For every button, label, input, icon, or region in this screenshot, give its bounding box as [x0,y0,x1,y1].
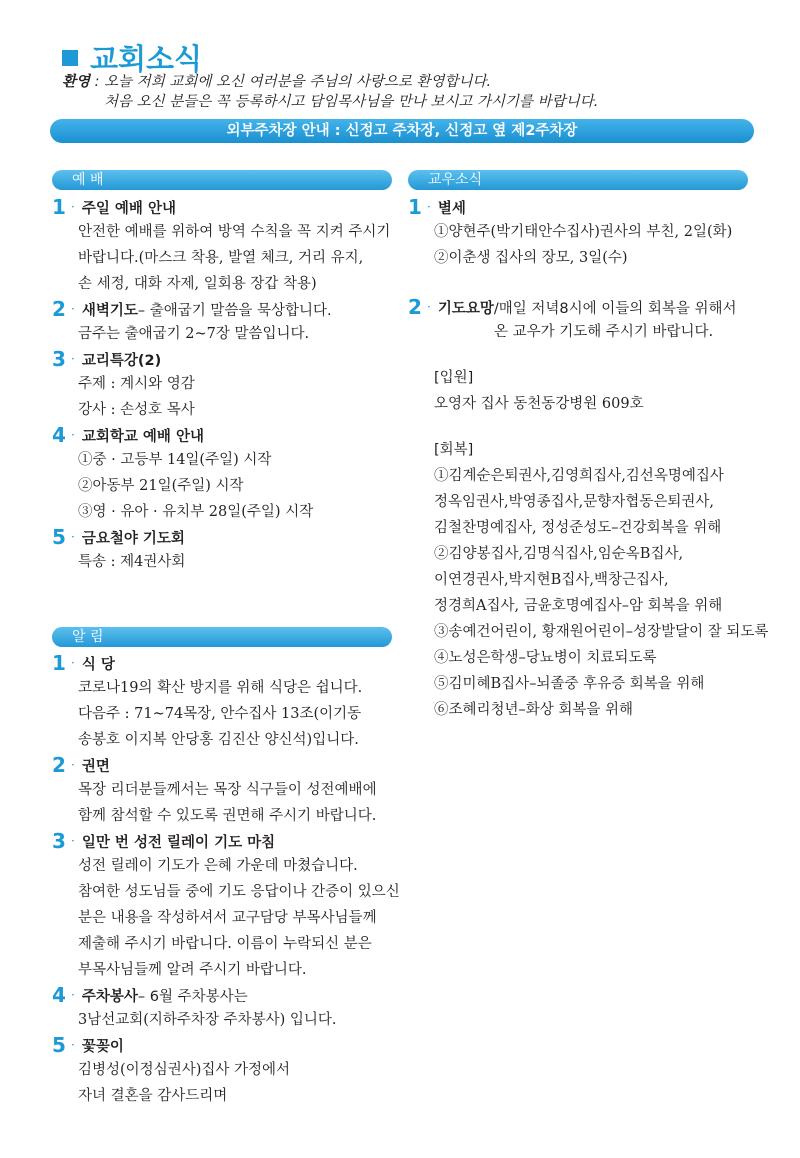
list-item [52,423,402,525]
item-number: 4 [52,423,66,447]
hospital-block [408,365,768,417]
dot-icon: · [71,352,75,366]
recovery-line: ⑥조혜리청년–화상 회복을 위해 [434,702,634,718]
square-bullet-icon [62,50,78,66]
list-item [52,651,402,753]
list-item [52,347,402,423]
item-title: 기도요망 [437,300,494,317]
item-title-rest: – 6월 주차봉사는 [137,988,248,1005]
item-line: ①중 · 고등부 14일(주일) 시작 [78,452,272,468]
item-line: 강사 : 손성호 목사 [78,402,195,418]
item-title: 교리특강(2) [81,352,162,369]
item-title: 주일 예배 안내 [81,200,176,217]
item-title-rest: /매일 저녁8시에 이들의 회복을 위해서 [493,300,737,317]
item-number: 2 [52,753,66,777]
item-line: ②이춘생 집사의 장모, 3일(수) [434,250,628,266]
item-line: 제출해 주시기 바랍니다. 이름이 누락되신 분은 [78,936,372,952]
item-number: 3 [52,347,66,371]
item-title: 금요철야 기도회 [81,530,185,547]
item-line: 부목사님들께 알려 주시기 바랍니다. [78,962,307,978]
dot-icon: · [71,834,75,848]
item-line: 목장 리더분들께서는 목장 식구들이 성전예배에 [78,782,377,798]
member-item-1 [408,195,768,271]
item-line: 손 세정, 대화 자제, 일회용 장갑 착용) [78,276,317,292]
item-title: 별세 [437,200,466,217]
list-item [52,525,402,575]
item-line: 주제 : 계시와 영감 [78,376,195,392]
welcome-line-1: : 오늘 저희 교회에 오신 여러분을 주님의 사랑으로 환영합니다. [90,74,492,90]
list-item [52,195,402,297]
recovery-line: ④노성은학생–당뇨병이 치료되도록 [434,650,657,666]
item-number: 2 [408,295,422,319]
item-number: 1 [52,651,66,675]
item-line: 자녀 결혼을 감사드리며 [78,1088,228,1104]
recovery-line: ⑤김미혜B집사–뇌졸중 후유증 회복을 위해 [434,676,705,692]
item-line: 안전한 예배를 위하여 방역 수칙을 꼭 지켜 주시기 [78,224,391,240]
hospital-line: 오영자 집사 동천동강병원 609호 [434,396,644,412]
recovery-label: [회복] [434,442,474,458]
item-line: 함께 참석할 수 있도록 권면해 주시기 바랍니다. [78,808,377,824]
item-line: 금주는 출애굽기 2~7장 말씀입니다. [78,326,310,342]
item-number: 5 [52,525,66,549]
dot-icon: · [71,428,75,442]
item-line: 다음주 : 71~74목장, 안수집사 13조(이기동 [78,706,362,722]
section-bar-notices: 알 림 [52,627,392,647]
dot-icon: · [427,200,431,214]
item-number: 1 [52,195,66,219]
welcome-label: 환영 [62,74,91,90]
item-line: ①양현주(박기태안수집사)권사의 부친, 2일(화) [434,224,733,240]
item-title: 새벽기도 [81,302,138,319]
item-number: 1 [408,195,422,219]
item-title: 꽃꽂이 [81,1038,124,1055]
item-title: 주차봉사 [81,988,138,1005]
dot-icon: · [71,656,75,670]
item-number: 4 [52,983,66,1007]
parking-notice-banner: 외부주차장 안내 : 신정고 주차장, 신정고 옆 제2주차장 [50,119,754,143]
recovery-block [408,437,768,723]
dot-icon: · [71,758,75,772]
item-line: 성전 릴레이 기도가 은혜 가운데 마쳤습니다. [78,858,358,874]
list-item [52,983,402,1033]
recovery-line: ③송예건어린이, 황재원어린이–성장발달이 잘 되도록 [434,624,769,640]
notices-list [52,651,402,1109]
members-list [408,195,768,723]
item-number: 5 [52,1033,66,1057]
dot-icon: · [71,200,75,214]
recovery-line: 정옥임권사,박영종집사,문향자협동은퇴권사, [434,494,714,510]
list-item [52,829,402,983]
item-line: ②아동부 21일(주일) 시작 [78,478,244,494]
page-title-text: 교회소식 [90,42,203,76]
recovery-line: 김철찬명예집사, 정성준성도–건강회복을 위해 [434,520,722,536]
item-line: 특송 : 제4권사회 [78,554,186,570]
item-title: 식 당 [81,656,115,673]
recovery-line: ②김양봉집사,김명식집사,임순옥B집사, [434,546,684,562]
item-line: 온 교우가 기도해 주시기 바랍니다. [494,324,714,340]
item-line: ③영 · 유아 · 유치부 28일(주일) 시작 [78,504,314,520]
welcome-line-2: 처음 오신 분들은 꼭 등록하시고 담임목사님을 만나 보시고 가시기를 바랍니다. [104,94,599,110]
item-line: 3남선교회(지하주차장 주차봉사) 입니다. [78,1012,337,1028]
item-line: 바랍니다.(마스크 착용, 발열 체크, 거리 유지, [78,250,364,266]
welcome-message [62,72,762,112]
item-title-rest: – 출애굽기 말씀을 묵상합니다. [137,302,332,319]
list-item [52,1033,402,1109]
list-item [52,753,402,829]
dot-icon: · [71,988,75,1002]
section-bar-members: 교우소식 [408,170,748,190]
item-title: 교회학교 예배 안내 [81,428,204,445]
item-line: 코로나19의 확산 방지를 위해 식당은 쉽니다. [78,680,363,696]
item-number: 3 [52,829,66,853]
worship-list [52,195,402,575]
recovery-line: ①김계순은퇴권사,김영희집사,김선옥명예집사 [434,468,724,484]
item-title: 권면 [81,758,110,775]
item-title: 일만 번 성전 릴레이 기도 마침 [81,834,276,851]
dot-icon: · [71,302,75,316]
item-line: 분은 내용을 작성하셔서 교구담당 부목사님들께 [78,910,377,926]
list-item [52,297,402,347]
member-item-2 [408,295,768,345]
item-line: 참여한 성도님들 중에 기도 응답이나 간증이 있으신 [78,884,400,900]
section-bar-worship: 예 배 [52,170,392,190]
recovery-line: 이연경권사,박지현B집사,백창근집사, [434,572,669,588]
item-number: 2 [52,297,66,321]
hospital-label: [입원] [434,370,474,386]
item-line: 김병성(이정심권사)집사 가정에서 [78,1062,291,1078]
dot-icon: · [71,1038,75,1052]
dot-icon: · [427,300,431,314]
dot-icon: · [71,530,75,544]
recovery-line: 정경희A집사, 금윤호명예집사–암 회복을 위해 [434,598,723,614]
item-line: 송봉호 이지복 안당홍 김진산 양신석)입니다. [78,732,359,748]
